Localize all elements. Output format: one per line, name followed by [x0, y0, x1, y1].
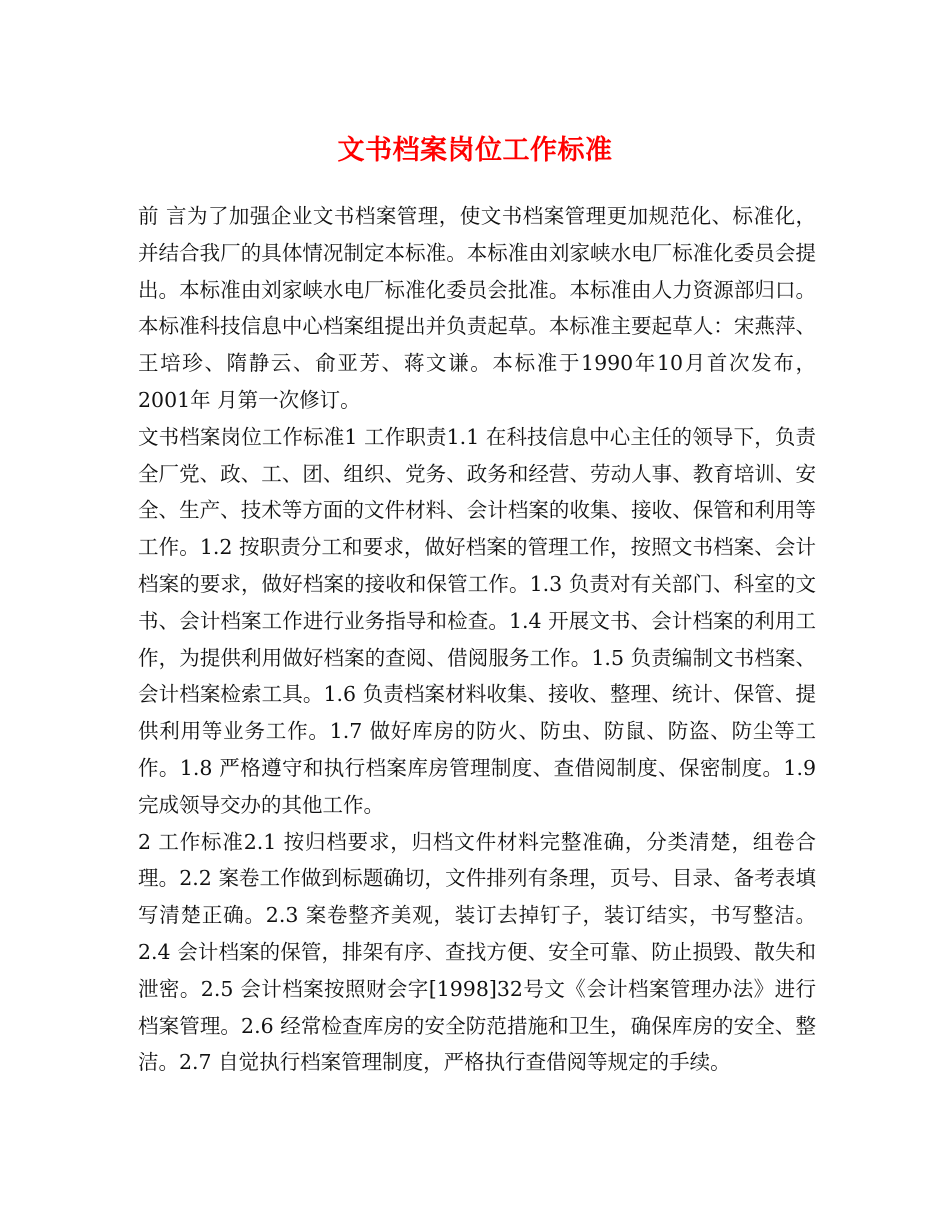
document-title: 文书档案岗位工作标准 [337, 135, 613, 166]
paragraph-standards: 2 工作标准2.1 按归档要求，归档文件材料完整准确，分类清楚，组卷合理。2.2 案卷工作做到标题确切，文件排列有条理，页号、目录、备考表填写清楚正确。2.3 案卷整齐美观，装订去掉钉子，装订结实，书写整洁。2.4 会计档案的保管，排架有序、查找方便、安全可靠、防止损毁、散失和泄密。2.5 会计档案按照财会字[1998]32号文《会计档案管理办法》进行档案管理。2.6 经常检查库房的安全防范措施和卫生，确保库房的安全、整洁。2.7 自觉执行档案管理制度，严格执行查借阅等规定的手续。 [138, 829, 816, 1075]
paragraph-duties: 文书档案岗位工作标准1 工作职责1.1 在科技信息中心主任的领导下，负责全厂党、政、工、团、组织、党务、政务和经营、劳动人事、教育培训、安全、生产、技术等方面的文件材料、会计档案的收集、接收、保管和利用等工作。1.2 按职责分工和要求，做好档案的管理工作，按照文书档案、会计档案的要求，做好档案的接收和保管工作。1.3 负责对有关部门、科室的文书、会计档案工作进行业务指导和检查。1.4 开展文书、会计档案的利用工作，为提供利用做好档案的查阅、借阅服务工作。1.5 负责编制文书档案、会计档案检索工具。1.6 负责档案材料收集、接收、整理、统计、保管、提供利用等业务工作。1.7 做好库房的防火、防虫、防鼠、防盗、防尘等工作。1.8 严格遵守和执行档案库房管理制度、查借阅制度、保密制度。1.9 完成领导交办的其他工作。 [138, 424, 816, 817]
document-body [138, 198, 816, 1081]
paragraph-preface: 前 言为了加强企业文书档案管理，使文书档案管理更加规范化、标准化，并结合我厂的具体情况制定本标准。本标准由刘家峡水电厂标准化委员会提出。本标准由刘家峡水电厂标准化委员会批准。本标准由人力资源部归口。本标准科技信息中心档案组提出并负责起草。本标准主要起草人：宋燕萍、王培珍、隋静云、俞亚芳、蒋文谦。本标准于1990年10月首次发布，2001年 月第一次修订。 [138, 204, 816, 412]
